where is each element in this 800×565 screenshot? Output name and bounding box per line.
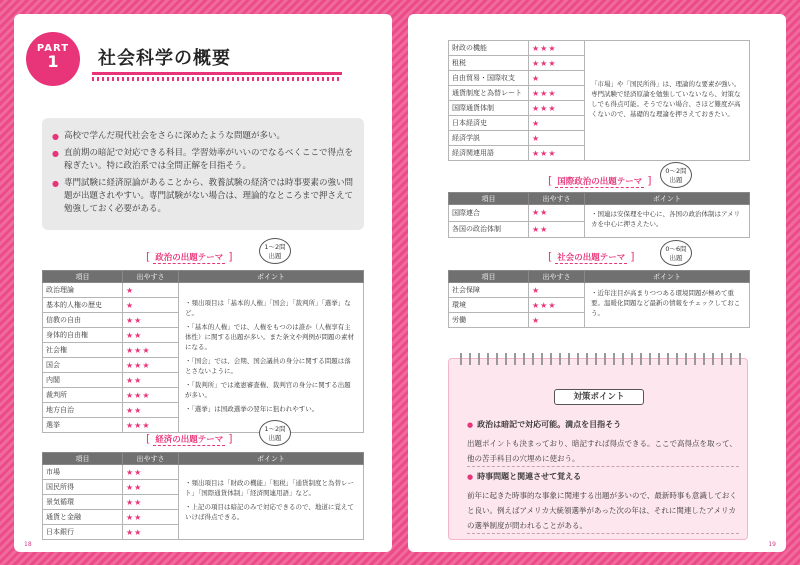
economics-table xyxy=(42,452,364,540)
col-header: ポイント xyxy=(179,453,364,465)
table-row: 身体的自由権 ★★ xyxy=(43,328,364,343)
table-row: 経済学説 ★ xyxy=(449,131,750,146)
page-number: 19 xyxy=(768,541,776,548)
table-row: 日本銀行 ★★ xyxy=(43,525,364,540)
col-header: 項目 xyxy=(43,453,123,465)
table-row: 内閣 ★★ xyxy=(43,373,364,388)
economics-bubble: 1〜2問 出題 xyxy=(259,420,291,446)
table-row: 国際連合 ★★ ・国連は安保理を中心に、各国の政治体制はアメリカを中心に押さえたい。 xyxy=(449,205,750,222)
table-row: 基本的人権の歴史 ★ xyxy=(43,298,364,313)
society-heading: [ 社会の出題テーマ ] xyxy=(548,250,635,263)
table-row: 社会権 ★★★ xyxy=(43,343,364,358)
strategy-item: ● 時事問題と関連させて覚える 前年に起きた時事的な事象に関連する出題が多いので、最新時事も意識しておくと良い。例えばアメリカ大統領選挙があった次の年は、それに関連したアメリカの選挙制度が問われることがある。 xyxy=(467,471,739,534)
international-point: ・国連は安保理を中心に、各国の政治体制はアメリカを中心に押さえたい。 xyxy=(585,205,750,238)
title-dots xyxy=(92,77,342,81)
part-badge: PART 1 xyxy=(26,32,80,86)
intro-point: ● 直前期の暗記で対応できる科目。学習効率がいいのでなるべくここで得点を稼ぎたい。特に政治系では全問正解を目指そう。 xyxy=(52,147,354,173)
table-row: 各国の政治体制 ★★ xyxy=(449,221,750,238)
table-row: 自由貿易・国際収支 ★ xyxy=(449,71,750,86)
strategy-item: ● 政治は暗記で対応可能。満点を目指そう 出題ポイントも決まっており、暗記すれば得点できる。ここで高得点を取って、他の苦手科目の穴埋めに使おう。 xyxy=(467,419,739,467)
table-row: 財政の機能 ★★★ 「市場」や「国民所得」は、理論的な要素が強い。専門試験で経済原論を勉強していないなら、対策なしでも得点可能。そうでない場合、さほど難度が高くないので、基礎的な理論を押さえておきたい。 xyxy=(449,41,750,56)
table-row: 国会 ★★★ xyxy=(43,358,364,373)
international-bubble: 0〜2問 出題 xyxy=(660,162,692,188)
intro-point: ● 専門試験に経済原論があることから、教養試験の経済では時事要素の強い問題が出題されやすい。専門試験がない場合は、理論的なところまで押さえて勉強しておく必要がある。 xyxy=(52,177,354,216)
table-row: 信教の自由 ★★ xyxy=(43,313,364,328)
table-row: 日本経済史 ★ xyxy=(449,116,750,131)
politics-table xyxy=(42,270,364,433)
table-row: 政治理論 ★ ・頻出項目は「基本的人権」「国会」「裁判所」「選挙」など。 ・「基本的人権」では、人権をもつのは誰か（人権享有主体性）に関する出題が多い。また条文や判例が問題の素材になる。 ・「国会」では、会期、国会議員の身分に関する問題は落とさないように。 ・「裁判所」では違憲審査権、裁判官の身分に関する出題が多い。 ・「選挙」は国政選挙の翌年に狙われやすい。 xyxy=(43,283,364,298)
col-header: 出やすさ xyxy=(123,453,179,465)
table-row: 租税 ★★★ xyxy=(449,56,750,71)
col-header: ポイント xyxy=(179,271,364,283)
page-number: 18 xyxy=(24,541,32,548)
table-row: 環境 ★★★ xyxy=(449,298,750,313)
intro-box xyxy=(42,118,364,230)
col-header: 項目 xyxy=(449,271,529,283)
col-header: ポイント xyxy=(585,271,750,283)
table-row: 選挙 ★★★ xyxy=(43,418,364,433)
international-heading: [ 国際政治の出題テーマ ] xyxy=(548,174,652,187)
strategy-box xyxy=(448,358,748,540)
politics-points: ・頻出項目は「基本的人権」「国会」「裁判所」「選挙」など。 ・「基本的人権」では、人権をもつのは誰か（人権享有主体性）に関する出題が多い。また条文や判例が問題の素材になる。 ・「国会」では、会期、国会議員の身分に関する問題は落とさないように。 ・「裁判所」では違憲審査権、裁判官の身分に関する出題が多い。 ・「選挙」は国政選挙の翌年に狙われやすい。 xyxy=(179,283,364,433)
table-row: 通貨と金融 ★★ xyxy=(43,510,364,525)
table-row: 社会保障 ★ ・近年注目が高まりつつある環境問題が極めて重要。温暖化問題など最新の情報をチェックしておこう。 xyxy=(449,283,750,298)
col-header: 出やすさ xyxy=(529,271,585,283)
table-row: 景気循環 ★★ xyxy=(43,495,364,510)
politics-heading: [ 政治の出題テーマ ] xyxy=(146,250,233,263)
table-row: 裁判所 ★★★ xyxy=(43,388,364,403)
economics-cont-table xyxy=(448,40,750,161)
economics-points: ・頻出項目は「財政の機能」「租税」「通貨制度と為替レート」「国際通貨体制」「経済関連用語」など。 ・上記の項目は暗記のみで対応できるので、地道に覚えていけば得点できる。 xyxy=(179,465,364,540)
chapter-title: 社会科学の概要 xyxy=(98,48,231,69)
notebook-rings xyxy=(457,353,741,365)
right-page xyxy=(408,14,786,552)
economics-cont-point: 「市場」や「国民所得」は、理論的な要素が強い。専門試験で経済原論を勉強していないなら、対策なしでも得点可能。そうでない場合、さほど難度が高くないので、基礎的な理論を押さえておきたい。 xyxy=(585,41,750,161)
col-header: 出やすさ xyxy=(529,193,585,205)
left-page xyxy=(14,14,392,552)
table-row: 地方自治 ★★ xyxy=(43,403,364,418)
table-row: 国際通貨体制 ★★★ xyxy=(449,101,750,116)
col-header: 項目 xyxy=(43,271,123,283)
table-row: 経済関連用語 ★★★ xyxy=(449,146,750,161)
society-point: ・近年注目が高まりつつある環境問題が極めて重要。温暖化問題など最新の情報をチェックしておこう。 xyxy=(585,283,750,328)
table-row: 労働 ★ xyxy=(449,313,750,328)
col-header: ポイント xyxy=(585,193,750,205)
economics-heading: [ 経済の出題テーマ ] xyxy=(146,432,233,445)
table-row: 市場 ★★ ・頻出項目は「財政の機能」「租税」「通貨制度と為替レート」「国際通貨体制」「経済関連用語」など。 ・上記の項目は暗記のみで対応できるので、地道に覚えていけば得点できる。 xyxy=(43,465,364,480)
title-underline xyxy=(92,72,342,75)
intro-point: ● 高校で学んだ現代社会をさらに深めたような問題が多い。 xyxy=(52,130,354,143)
table-row: 国民所得 ★★ xyxy=(43,480,364,495)
strategy-title: 対策ポイント xyxy=(554,389,644,405)
politics-bubble: 1〜2問 出題 xyxy=(259,238,291,264)
society-bubble: 0〜6問 出題 xyxy=(660,240,692,266)
table-row: 通貨制度と為替レート ★★★ xyxy=(449,86,750,101)
society-table xyxy=(448,270,750,328)
col-header: 出やすさ xyxy=(123,271,179,283)
international-table xyxy=(448,192,750,238)
col-header: 項目 xyxy=(449,193,529,205)
